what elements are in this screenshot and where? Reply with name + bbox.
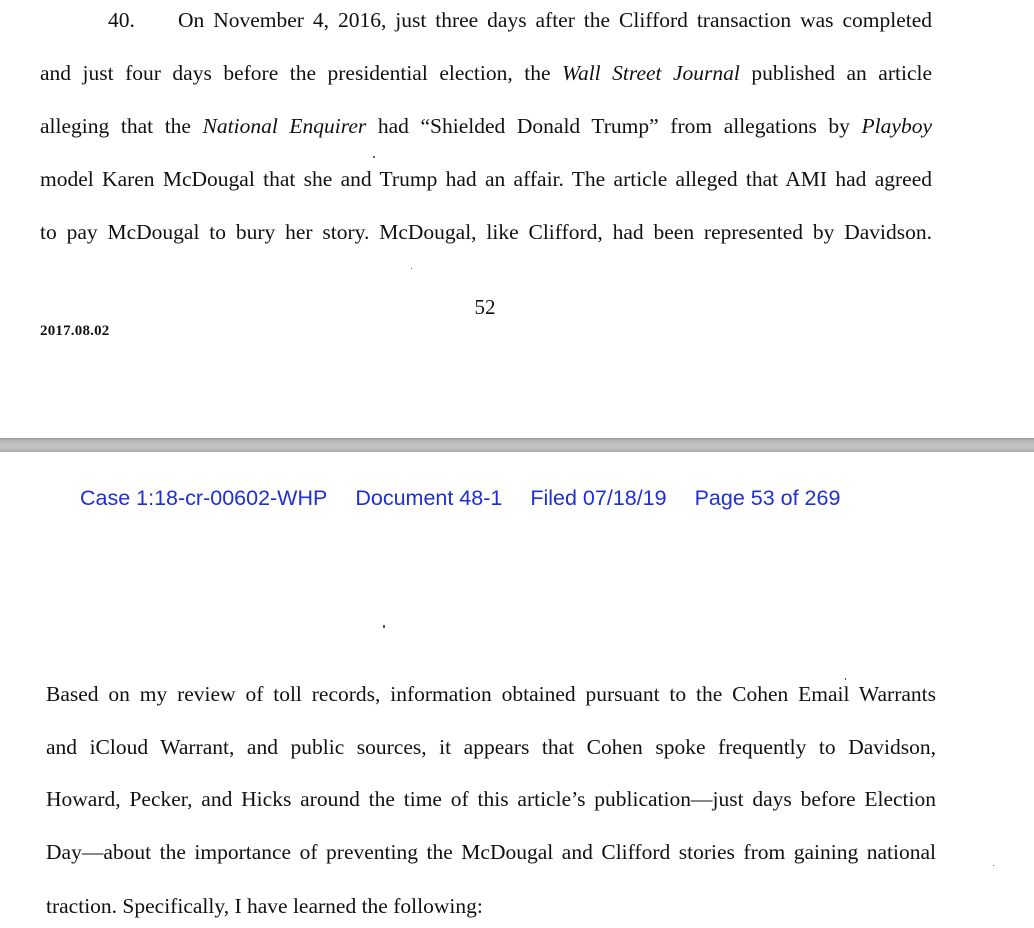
publication-title: National Enquirer xyxy=(202,114,367,138)
paragraph-40-line-3 xyxy=(40,112,932,140)
scan-speck xyxy=(993,865,994,866)
line-3-text-a: alleging that the xyxy=(40,114,203,138)
line-2-text-a: and just four days before the presidential election, the xyxy=(40,61,563,85)
document-number: Document 48-1 xyxy=(355,486,503,510)
paragraph-40-line-2 xyxy=(40,59,932,87)
previous-page xyxy=(0,0,1034,438)
scan-speck xyxy=(373,156,375,158)
body-line-3: Howard, Pecker, and Hicks around the time of this article’s publication—just days before Election xyxy=(46,787,936,811)
paragraph-number: 40. xyxy=(108,8,135,32)
scan-speck xyxy=(383,625,385,628)
scan-speck xyxy=(411,268,412,269)
case-number: Case 1:18-cr-00602-WHP xyxy=(80,486,328,510)
page-separator xyxy=(0,438,1034,452)
body-line-5: traction. Specifically, I have learned the following: xyxy=(46,894,483,918)
date-stamp: 2017.08.02 xyxy=(40,323,110,339)
page-number: 52 xyxy=(474,295,496,319)
line-2-text-b: published an article xyxy=(739,61,933,85)
paragraph-40-line-4: model Karen McDougal that she and Trump had an affair. The article alleged that AMI had agreed xyxy=(40,167,932,191)
body-line-4: Day—about the importance of preventing the McDougal and Clifford stories from gaining national xyxy=(46,840,936,864)
case-header xyxy=(80,484,840,512)
paragraph-40-line-5: to pay McDougal to bury her story. McDougal, like Clifford, had been represented by Davidson. xyxy=(40,220,932,244)
filed-date: Filed 07/18/19 xyxy=(530,486,667,510)
paragraph-40-line-1-text: On November 4, 2016, just three days after the Clifford transaction was completed xyxy=(178,8,932,32)
magazine-title: Playboy xyxy=(861,114,932,138)
newspaper-title: Wall Street Journal xyxy=(562,61,740,85)
body-line-2: and iCloud Warrant, and public sources, it appears that Cohen spoke frequently to Davidson, xyxy=(46,735,936,759)
body-line-1: Based on my review of toll records, information obtained pursuant to the Cohen Email Warrants xyxy=(46,682,936,706)
line-3-text-b: had “Shielded Donald Trump” from allegations by xyxy=(366,114,862,138)
current-page xyxy=(0,452,1034,928)
paragraph-40-line-1 xyxy=(40,6,932,34)
page-count: Page 53 of 269 xyxy=(694,486,841,510)
